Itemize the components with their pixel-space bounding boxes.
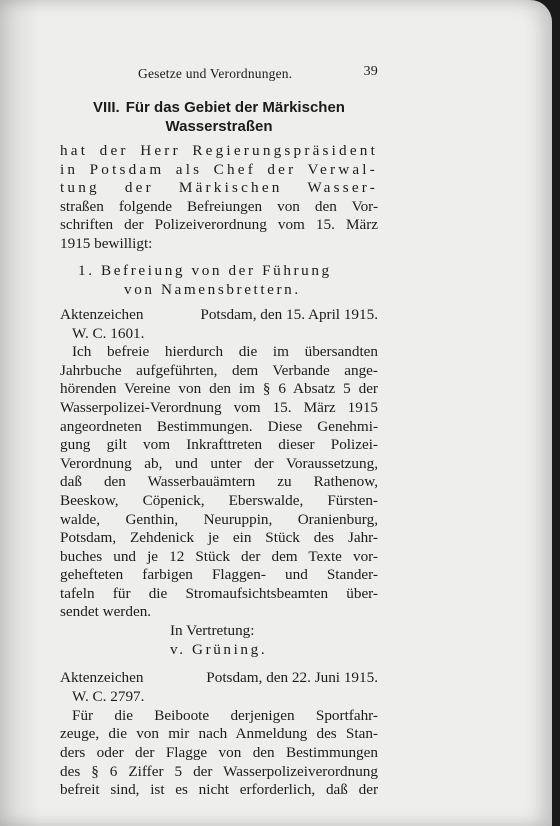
- entry2-reference: [60, 669, 378, 688]
- intro-line: hat der Herr Regierungspräsident: [60, 142, 378, 159]
- page-content: [60, 58, 378, 800]
- body-line: buches und je 12 Stück der dem Texte vor-: [60, 547, 378, 565]
- body-line: Verordnung ab, und unter der Voraussetzung,: [60, 454, 378, 472]
- signature-name: v. Grüning.: [170, 640, 268, 658]
- body-line: gung gilt vom Inkrafttreten dieser Polizei-: [60, 436, 378, 454]
- intro-line: tung der Märkischen Wasser-: [60, 179, 378, 197]
- body-line: sendet werden.: [60, 603, 152, 621]
- subsection-line-1: 1. Befreiung von der Führung: [78, 261, 332, 279]
- subsection-line-2: von Namensbrettern.: [124, 280, 301, 298]
- body-line: daß den Wasserbauämtern zu Rathenow,: [60, 473, 378, 491]
- entry2-label: Aktenzeichen: [60, 669, 144, 687]
- entry1-body: [60, 343, 378, 622]
- running-head-title: Gesetze und Verordnungen.: [138, 66, 293, 81]
- running-head: [60, 58, 378, 80]
- section-title-line-1: Für das Gebiet der Märkischen: [125, 99, 345, 116]
- body-line: gehefteten farbigen Flaggen- und Stander-: [60, 566, 378, 584]
- entry1-label: Aktenzeichen: [60, 305, 144, 323]
- entry2-date: Potsdam, den 22. Juni 1915.: [206, 669, 378, 687]
- body-line: Für die Beiboote derjenigen Sportfahr-: [72, 706, 378, 724]
- page-gutter-shadow: [0, 0, 40, 826]
- body-line: tafeln für die Stromaufsichtsbeamten über-: [60, 584, 378, 602]
- section-number: VIII.: [93, 99, 120, 116]
- intro-line: schriften der Polizeiverordnung vom 15. März: [60, 216, 378, 234]
- body-line: des § 6 Ziffer 5 der Wasserpolizeiverordnung: [60, 762, 378, 780]
- body-line: befreit sind, ist es nicht erforderlich, daß der: [60, 781, 378, 799]
- body-line: ders oder der Flagge von den Bestimmungen: [60, 744, 378, 762]
- entry1-reference: [60, 306, 378, 325]
- intro-line: straßen folgende Befreiungen von den Vor-: [60, 197, 378, 215]
- body-line: Wasserpolizei-Verordnung vom 15. März 1915: [60, 398, 378, 416]
- signature-line-1: In Vertretung:: [170, 622, 255, 640]
- section-heading: [60, 98, 378, 136]
- entry1-ref-number: W. C. 1601.: [72, 324, 145, 342]
- entry2-body: [60, 707, 378, 800]
- body-line: walde, Genthin, Neuruppin, Oranienburg,: [60, 510, 378, 528]
- body-line: zeuge, die von mir nach Anmeldung des Stan-: [60, 725, 378, 743]
- body-line: angeordneten Bestimmungen. Diese Genehmi-: [60, 417, 378, 435]
- body-line: Jahrbuche aufgeführten, dem Verbande ange-: [60, 361, 378, 379]
- entry1-signature: [60, 622, 378, 659]
- section-title-line-2: Wasserstraßen: [165, 118, 273, 135]
- intro-line: in Potsdam als Chef der Verwal-: [60, 160, 378, 178]
- page-number: 39: [363, 64, 378, 79]
- body-line: Potsdam, Zehdenick je ein Stück des Jahr-: [60, 529, 378, 547]
- body-line: Beeskow, Cöpenick, Eberswalde, Fürsten-: [60, 491, 378, 509]
- subsection-heading: [60, 261, 378, 299]
- intro-paragraph: [60, 142, 378, 254]
- body-line: hörenden Vereine von den im § 6 Absatz 5 der: [60, 380, 378, 398]
- intro-line: 1915 bewilligt:: [60, 234, 153, 252]
- entry1-date: Potsdam, den 15. April 1915.: [200, 305, 378, 323]
- entry2-ref-number: W. C. 2797.: [72, 688, 145, 706]
- body-line: Ich befreie hierdurch die im übersandten: [72, 343, 378, 361]
